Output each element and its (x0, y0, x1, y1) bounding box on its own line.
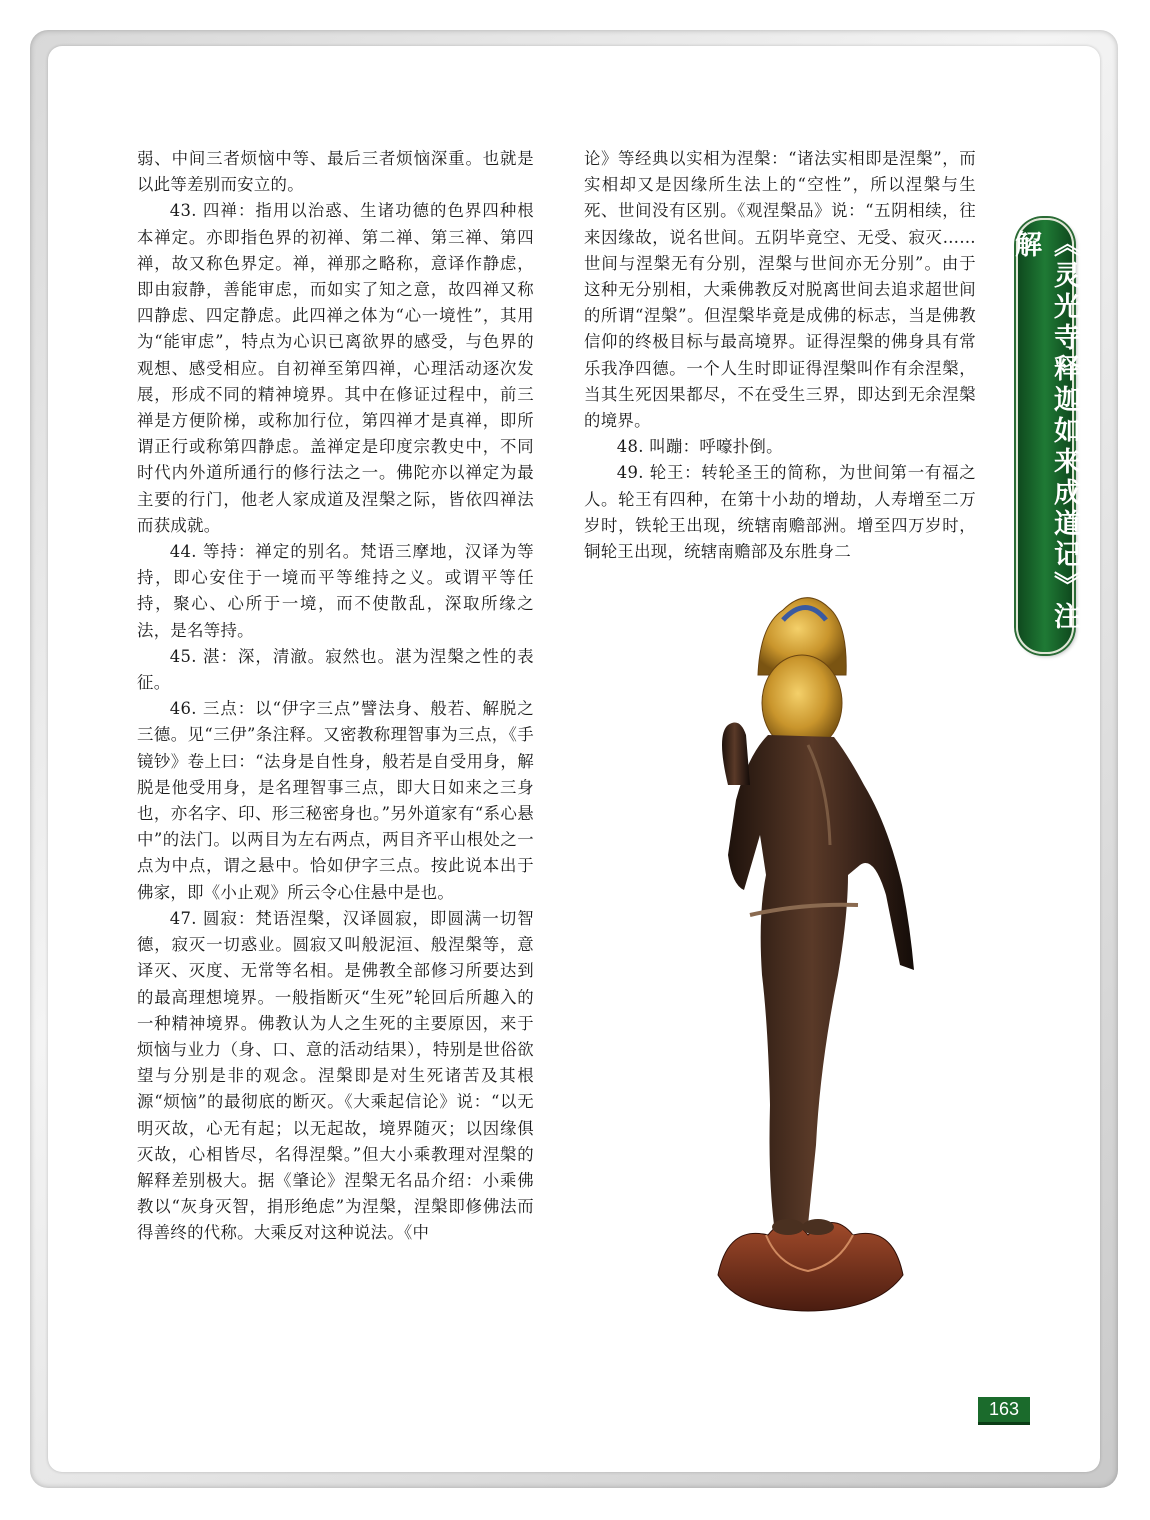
paragraph: 43. 四禅：指用以治惑、生诸功德的色界四种根本禅定。亦即指色界的初禅、第二禅、第三禅、第四禅，故又称色界定。禅，禅那之略称，意译作静虑，即由寂静，善能审虑，而如实了知之意，故四禅又称四静虑、四定静虑。此四禅之体为“心一境性”，其用为“能审虑”，特点为心识已离欲界的感受，与色界的观想、感受相应。自初禅至第四禅，心理活动逐次发展，形成不同的精神境界。其中在修证过程中，前三禅是方便阶梯，或称加行位，第四禅才是真禅，即所谓正行或称第四静虑。盖禅定是印度宗教史中，不同时代内外道所通行的修行法之一。佛陀亦以禅定为最主要的行门，他老人家成道及涅槃之际，皆依四禅法而获成就。 (137, 201, 534, 535)
book-title: 《灵光寺释迦如来成道记》注解 (1010, 230, 1080, 633)
paragraph: 47. 圆寂：梵语涅槃，汉译圆寂，即圆满一切智德，寂灭一切惑业。圆寂又叫般泥洹、般涅槃等，意译灭、灭度、无常等名相。是佛教全部修习所要达到的最高理想境界。一般指断灭“生死”轮回后所趣入的一种精神境界。佛教认为人之生死的主要原因，来于烦恼与业力（身、口、意的活动结果），特别是世俗欲望与分别是非的观念。涅槃即是对生死诸苦及其根源“烦恼”的最彻底的断灭。《大乘起信论》说：“以无明灭故，心无有起；以无起故，境界随灭；以因缘俱灭故，心相皆尽，名得涅槃。”但大小乘教理对涅槃的解释差别极大。据《肇论》涅槃无名品介绍：小乘佛教以“灰身灭智，捐形绝虑”为涅槃，涅槃即修佛法而得善终的代称。大乘反对这种说法。《中 (137, 908, 534, 1243)
paragraph: 45. 湛：深，清澈。寂然也。湛为涅槃之性的表征。 (137, 646, 534, 693)
paragraph: 46. 三点：以“伊字三点”譬法身、般若、解脱之三德。见“三伊”条注释。又密教称理智事为三点，《手镜钞》卷上曰：“法身是自性身，般若是自受用身，解脱是他受用身，是名理智事三点，即大日如来之三身也，亦名字、印、形三秘密身也。”另外道家有“系心悬中”的法门。以两目为左右两点，两目齐平山根处之一点为中点，谓之悬中。恰如伊字三点。按此说本出于佛家，即《小止观》所云令心住悬中是也。 (137, 699, 534, 902)
paragraph: 49. 轮王：转轮圣王的简称，为世间第一有福之人。轮王有四种，在第十小劫的增劫，人寿增至二万岁时，铁轮王出现，统辖南赡部洲。增至四万岁时，铜轮王出现，统辖南赡部及东胜身二 (584, 463, 976, 562)
paragraph: 弱、中间三者烦恼中等、最后三者烦恼深重。也就是以此等差别而安立的。 (137, 149, 534, 195)
paragraph: 44. 等持：禅定的别名。梵语三摩地，汉译为等持，即心安住于一境而平等维持之义。或谓平等任持，聚心、心所于一境，而不使散乱，深取所缘之法，是名等持。 (137, 542, 534, 640)
paragraph: 48. 叫蹦：呼嚎扑倒。 (616, 437, 783, 457)
buddha-statue-image (688, 585, 928, 1315)
page-number: 163 (978, 1397, 1030, 1425)
right-text-column (584, 146, 976, 565)
paragraph: 论》等经典以实相为涅槃：“诸法实相即是涅槃”，而实相却又是因缘所生法上的“空性”，所以涅槃与生死、世间没有区别。《观涅槃品》说：“五阴相续，往来因缘故，说名世间。五阴毕竟空、无受、寂灭……世间与涅槃无有分别，涅槃与世间亦无分别”。由于这种无分别相，大乘佛教反对脱离世间去追求超世间的所谓“涅槃”。但涅槃毕竟是成佛的标志，当是佛教信仰的终极目标与最高境界。证得涅槃的佛身具有常乐我净四德。一个人生时即证得涅槃叫作有余涅槃，当其生死因果都尽，不在受生三界，即达到无余涅槃的境界。 (584, 149, 976, 431)
left-text-column (137, 146, 534, 1247)
book-title-banner (1010, 218, 1080, 654)
